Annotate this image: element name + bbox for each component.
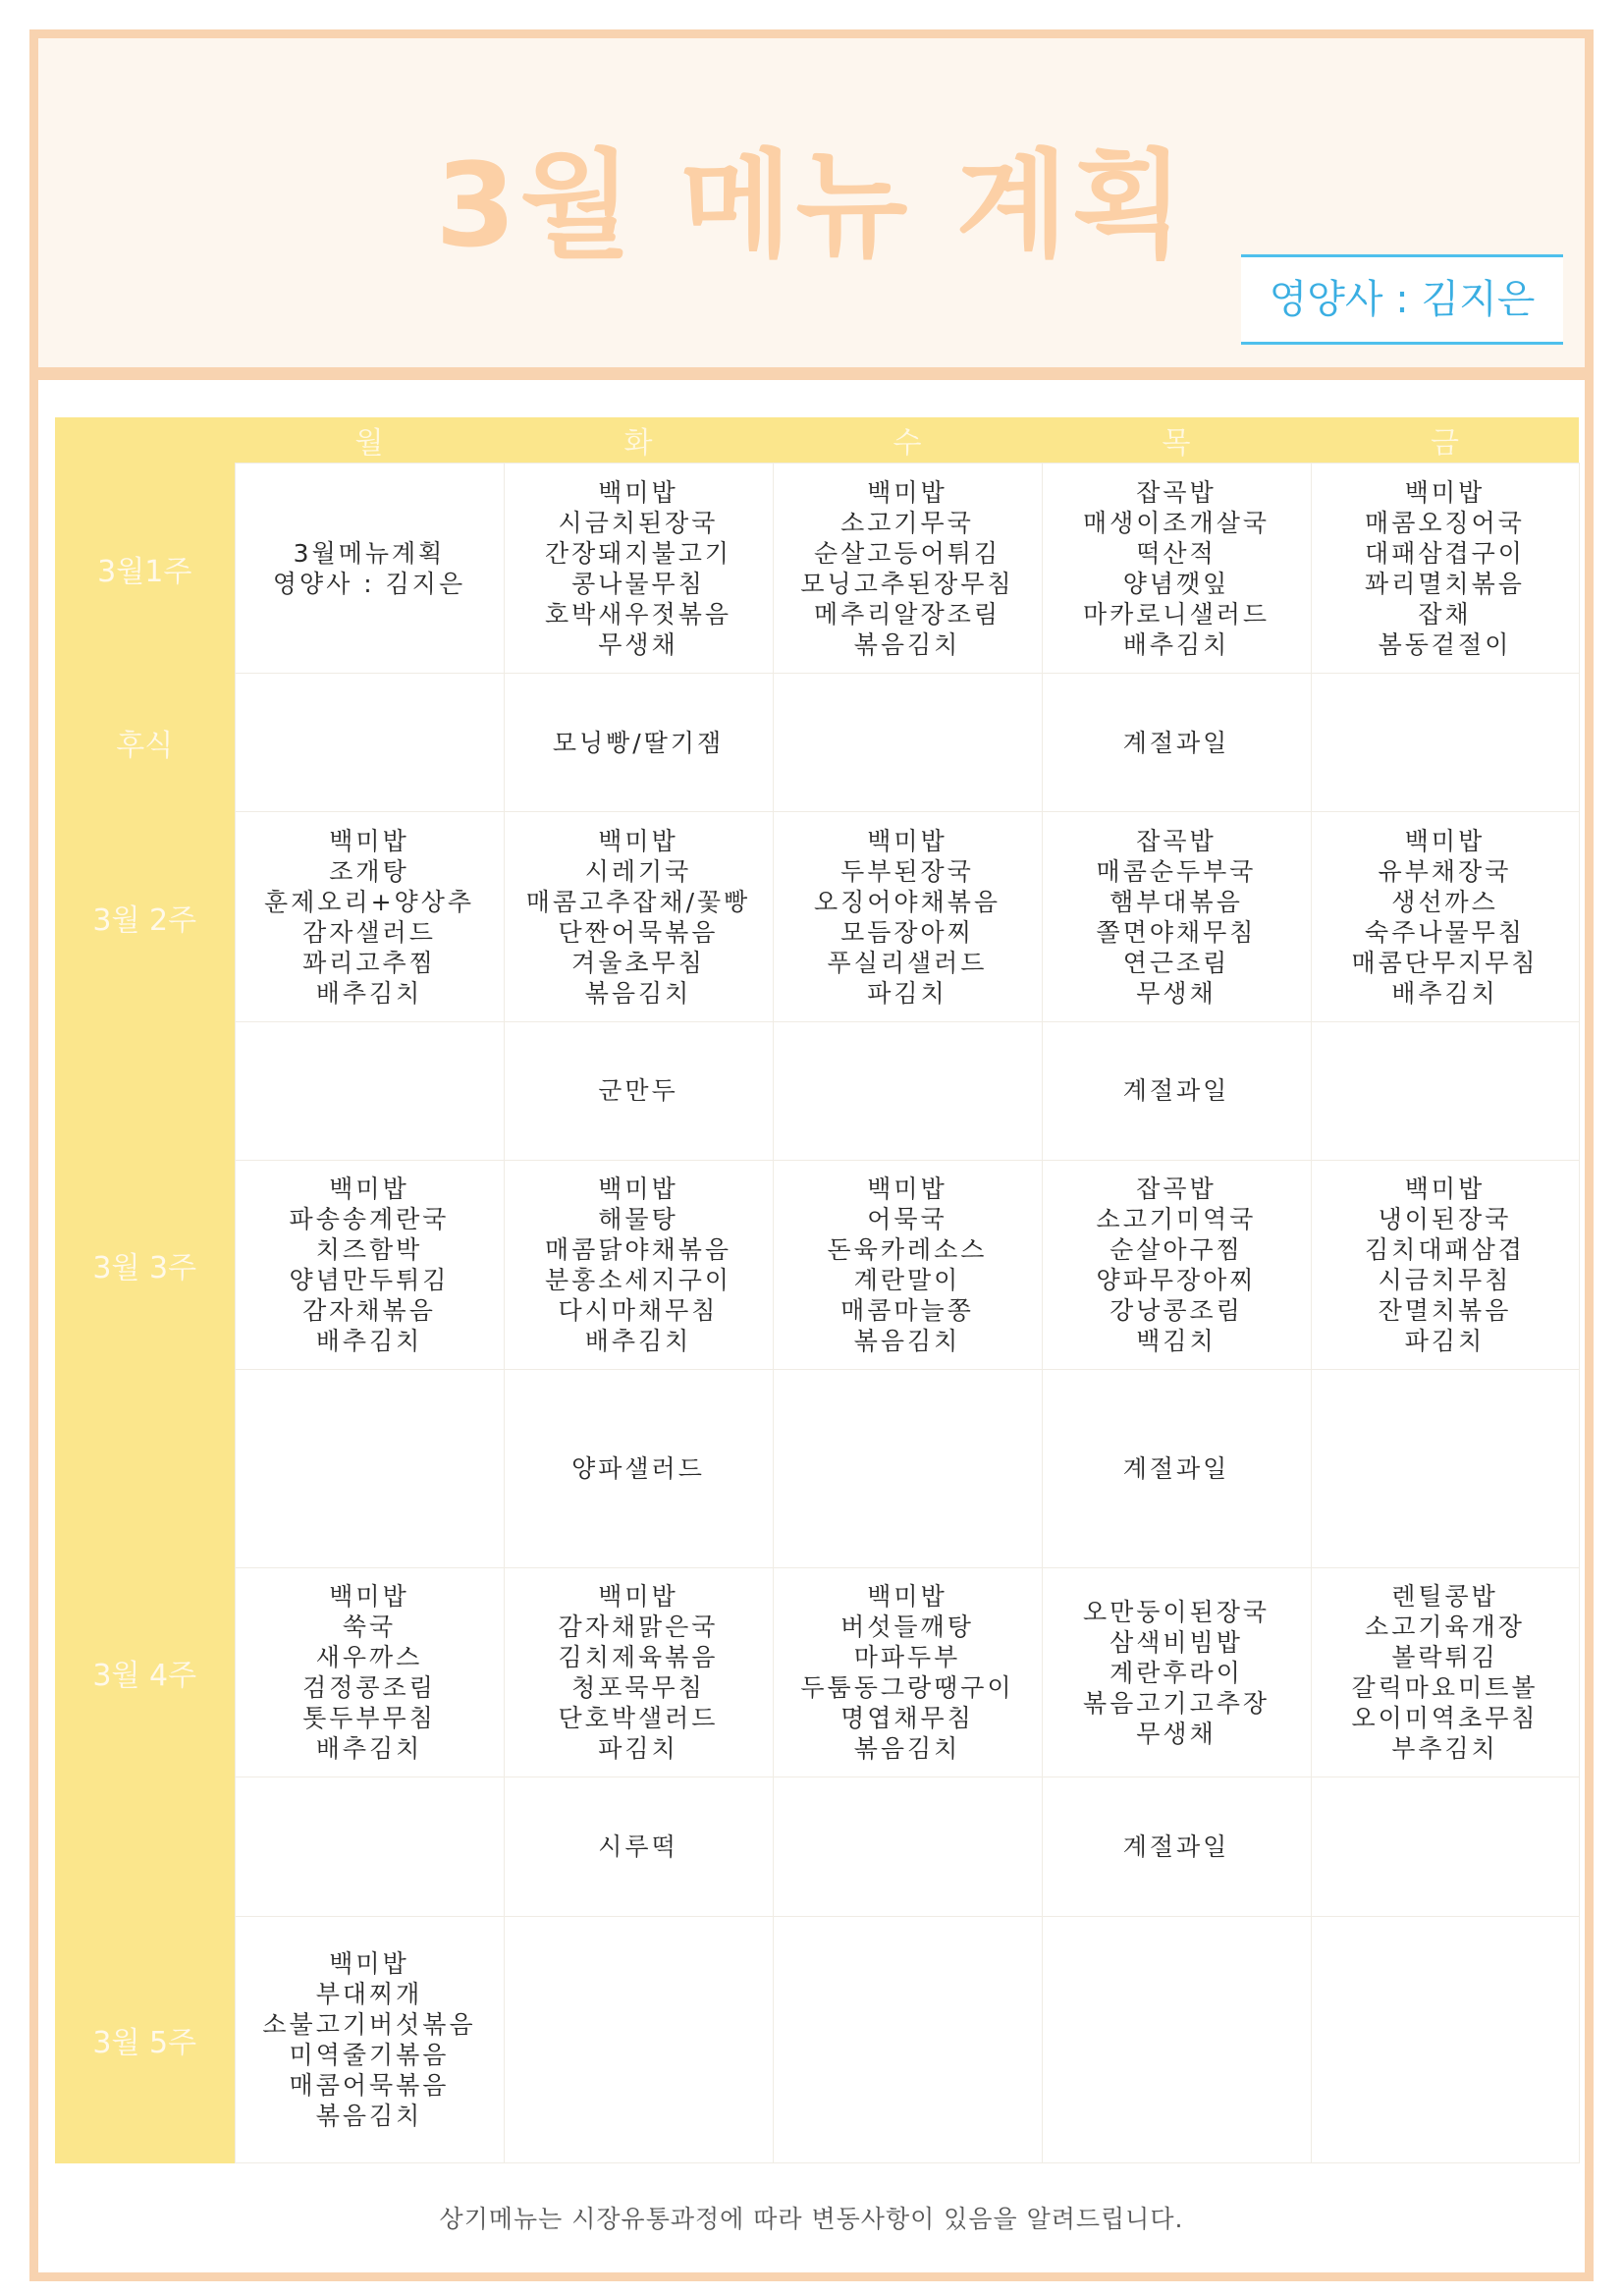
- menu-item: 호박새우젓볶음: [544, 599, 732, 629]
- menu-cell: [1311, 464, 1579, 674]
- menu-item: 볶음김치: [853, 1734, 961, 1764]
- header-corner: [55, 417, 235, 464]
- row-label: [55, 1021, 235, 1160]
- menu-item: 순살아구찜: [1109, 1234, 1243, 1264]
- menu-item: 강낭콩조림: [1109, 1295, 1243, 1325]
- menu-item: 배추김치: [315, 1326, 423, 1355]
- menu-item: 계절과일: [1122, 1076, 1230, 1106]
- menu-item: 백미밥: [867, 1582, 947, 1612]
- menu-item: 푸실리샐러드: [827, 948, 988, 977]
- menu-cell: [1311, 1777, 1579, 1916]
- menu-item: 유부채장국: [1378, 856, 1512, 886]
- menu-cell: [1042, 674, 1311, 812]
- menu-item: 명엽채무침: [840, 1704, 974, 1733]
- menu-item: 돈육카레소스: [827, 1234, 988, 1264]
- menu-item: 백미밥: [1404, 1174, 1486, 1203]
- menu-item: 오만둥이된장국: [1082, 1597, 1271, 1626]
- menu-item: 대패삼겹구이: [1365, 538, 1525, 568]
- menu-item: 마파두부: [853, 1643, 961, 1672]
- menu-item: 미역줄기볶음: [289, 2040, 450, 2069]
- row-label: 3월 2주: [55, 812, 235, 1021]
- menu-cell: [1311, 1916, 1579, 2162]
- menu-item: 햄부대볶음: [1109, 887, 1243, 916]
- menu-cell: [504, 1370, 773, 1568]
- menu-item: 백김치: [1136, 1326, 1217, 1355]
- menu-cell: [773, 812, 1042, 1021]
- menu-cell: [1042, 1777, 1311, 1916]
- row-label: [55, 1777, 235, 1916]
- menu-item: 양념깻잎: [1122, 569, 1230, 598]
- menu-item: 어묵국: [867, 1204, 947, 1233]
- menu-item: 볶음김치: [853, 1326, 961, 1355]
- menu-cell: [235, 1160, 504, 1369]
- menu-item: 백미밥: [329, 1582, 409, 1612]
- menu-item: 매콤순두부국: [1096, 856, 1257, 886]
- day-header: 금: [1311, 417, 1579, 464]
- row-label: 3월1주: [55, 464, 235, 674]
- menu-item: 배추김치: [1122, 629, 1230, 659]
- menu-item: 감자채맑은국: [558, 1613, 719, 1642]
- menu-cell: [773, 1021, 1042, 1160]
- menu-item: 계란후라이: [1109, 1658, 1243, 1687]
- menu-item: 모듬장아찌: [840, 917, 974, 947]
- menu-item: 치즈함박: [315, 1234, 423, 1264]
- menu-cell: [235, 1568, 504, 1777]
- menu-cell: [504, 1777, 773, 1916]
- menu-item: 봄동겉절이: [1378, 629, 1512, 659]
- menu-item: 검정콩조림: [302, 1673, 436, 1703]
- day-header: 월: [235, 417, 504, 464]
- menu-cell: [773, 1777, 1042, 1916]
- menu-item: 매콤어묵볶음: [289, 2070, 450, 2100]
- menu-item: 마카로니샐러드: [1082, 599, 1271, 629]
- menu-item: 콩나물무침: [571, 569, 705, 598]
- menu-item: 영양사 : 김지은: [272, 569, 466, 598]
- menu-cell: [235, 1021, 504, 1160]
- menu-item: 잡곡밥: [1136, 1174, 1217, 1203]
- menu-item: 시루떡: [598, 1832, 678, 1862]
- menu-item: 볼락튀김: [1391, 1643, 1498, 1672]
- menu-cell: [1042, 1370, 1311, 1568]
- menu-item: 부대찌개: [315, 1979, 423, 2008]
- menu-cell: [1042, 1568, 1311, 1777]
- nutritionist-box: [1241, 254, 1563, 345]
- menu-item: 볶음김치: [584, 978, 692, 1008]
- menu-item: 단짠어묵볶음: [558, 917, 719, 947]
- menu-cell: [773, 674, 1042, 812]
- header-divider: [38, 367, 1585, 380]
- menu-cell: [1311, 812, 1579, 1021]
- row-label: 3월 3주: [55, 1160, 235, 1369]
- footer-note: 상기메뉴는 시장유통과정에 따라 변동사항이 있음을 알려드립니다.: [439, 2205, 1184, 2233]
- menu-cell: [504, 464, 773, 674]
- menu-item: 배추김치: [315, 978, 423, 1008]
- row-label: 후식: [55, 674, 235, 812]
- menu-item: 냉이된장국: [1378, 1204, 1512, 1233]
- dessert-row: [55, 674, 1579, 812]
- menu-item: 단호박샐러드: [558, 1704, 719, 1733]
- row-label: 3월 4주: [55, 1568, 235, 1777]
- menu-cell: [773, 1916, 1042, 2162]
- menu-item: 갈릭마요미트볼: [1351, 1673, 1539, 1703]
- menu-item: 양파무장아찌: [1096, 1265, 1257, 1294]
- menu-item: 쫄면야채무침: [1096, 917, 1257, 947]
- menu-item: 두툼동그랑땡구이: [800, 1673, 1014, 1703]
- menu-item: 조개탕: [329, 856, 409, 886]
- menu-item: 소고기무국: [840, 508, 974, 537]
- menu-item: 모닝빵/딸기잼: [552, 728, 725, 757]
- menu-item: 매생이조개살국: [1082, 508, 1271, 537]
- menu-cell: [504, 1916, 773, 2162]
- menu-item: 훈제오리+양상추: [264, 887, 474, 916]
- dessert-row: [55, 1370, 1579, 1568]
- menu-item: 매콤고추잡채/꽃빵: [525, 887, 751, 916]
- day-header: 목: [1042, 417, 1311, 464]
- menu-item: 잡곡밥: [1136, 826, 1217, 855]
- menu-item: 백미밥: [1404, 826, 1486, 855]
- menu-item: 배추김치: [584, 1326, 692, 1355]
- menu-cell: [235, 812, 504, 1021]
- menu-item: 잡채: [1418, 599, 1472, 629]
- menu-cell: [773, 1370, 1042, 1568]
- menu-item: 간장돼지불고기: [544, 538, 732, 568]
- menu-cell: [1042, 464, 1311, 674]
- menu-item: 매콤오징어국: [1365, 508, 1525, 537]
- menu-cell: [504, 674, 773, 812]
- menu-cell: [773, 1568, 1042, 1777]
- menu-cell: [1311, 1160, 1579, 1369]
- menu-item: 잡곡밥: [1136, 477, 1217, 507]
- menu-cell: [235, 674, 504, 812]
- menu-item: 배추김치: [315, 1734, 423, 1764]
- menu-item: 파김치: [598, 1734, 678, 1764]
- menu-item: 백미밥: [867, 1174, 947, 1203]
- menu-table: [55, 417, 1580, 2163]
- menu-cell: [504, 1160, 773, 1369]
- menu-item: 무생채: [598, 629, 678, 659]
- menu-item: 겨울초무침: [571, 948, 705, 977]
- menu-item: 소고기미역국: [1096, 1204, 1257, 1233]
- menu-cell: [1311, 1370, 1579, 1568]
- header-banner: [38, 38, 1585, 367]
- menu-item: 소불고기버섯볶음: [262, 2009, 476, 2039]
- menu-item: 군만두: [598, 1076, 678, 1106]
- menu-item: 연근조림: [1122, 948, 1230, 977]
- meal-row: [55, 1916, 1579, 2162]
- menu-item: 새우까스: [315, 1643, 423, 1672]
- menu-item: 꽈리고추찜: [302, 948, 436, 977]
- menu-item: 백미밥: [329, 826, 409, 855]
- menu-item: 백미밥: [867, 826, 947, 855]
- menu-cell: [235, 1370, 504, 1568]
- menu-item: 시금치된장국: [558, 508, 719, 537]
- menu-item: 잔멸치볶음: [1378, 1295, 1512, 1325]
- menu-cell: [504, 812, 773, 1021]
- menu-item: 분홍소세지구이: [544, 1265, 732, 1294]
- menu-item: 톳두부무침: [302, 1704, 436, 1733]
- menu-item: 시금치무침: [1378, 1265, 1512, 1294]
- menu-cell: [235, 1916, 504, 2162]
- menu-item: 무생채: [1136, 1719, 1217, 1748]
- day-header: 수: [773, 417, 1042, 464]
- menu-item: 무생채: [1136, 978, 1217, 1008]
- menu-item: 김치대패삼겹: [1365, 1234, 1525, 1264]
- menu-item: 순살고등어튀김: [813, 538, 1001, 568]
- menu-item: 계절과일: [1122, 1832, 1230, 1862]
- menu-item: 삼색비빔밥: [1109, 1627, 1243, 1657]
- menu-cell: [504, 1021, 773, 1160]
- menu-item: 숙주나물무침: [1365, 917, 1525, 947]
- menu-item: 렌틸콩밥: [1391, 1582, 1498, 1612]
- menu-item: 볶음고기고추장: [1082, 1688, 1271, 1718]
- menu-cell: [1311, 1021, 1579, 1160]
- menu-item: 감자채볶음: [302, 1295, 436, 1325]
- menu-cell: [1042, 812, 1311, 1021]
- menu-item: 두부된장국: [840, 856, 974, 886]
- menu-cell: [1042, 1160, 1311, 1369]
- menu-item: 부추김치: [1391, 1734, 1498, 1764]
- menu-item: 배추김치: [1391, 978, 1498, 1008]
- meal-row: [55, 1160, 1579, 1369]
- menu-item: 쑥국: [342, 1613, 397, 1642]
- dessert-row: [55, 1777, 1579, 1916]
- menu-item: 백미밥: [598, 1174, 678, 1203]
- menu-item: 생선까스: [1391, 887, 1498, 916]
- menu-cell: [235, 1777, 504, 1916]
- page-title: 3월 메뉴 계획: [435, 137, 1188, 273]
- menu-item: 모닝고추된장무침: [800, 569, 1014, 598]
- menu-cell: [1042, 1021, 1311, 1160]
- menu-cell: [235, 464, 504, 674]
- dessert-row: [55, 1021, 1579, 1160]
- menu-item: 파김치: [1404, 1326, 1486, 1355]
- menu-item: 백미밥: [329, 1174, 409, 1203]
- nutritionist-label: 영양사 : 김지은: [1269, 277, 1536, 322]
- menu-item: 떡산적: [1136, 538, 1217, 568]
- menu-item: 오이미역초무침: [1351, 1704, 1539, 1733]
- menu-item: 볶음김치: [853, 629, 961, 659]
- menu-item: 양파샐러드: [571, 1454, 705, 1484]
- day-header-row: [55, 417, 1579, 464]
- row-label: 3월 5주: [55, 1916, 235, 2162]
- menu-item: 버섯들깨탕: [840, 1613, 974, 1642]
- menu-item: 소고기육개장: [1365, 1613, 1525, 1642]
- menu-item: 감자샐러드: [302, 917, 436, 947]
- menu-cell: [1311, 674, 1579, 812]
- menu-item: 백미밥: [1404, 477, 1486, 507]
- menu-cell: [773, 464, 1042, 674]
- menu-item: 청포묵무침: [571, 1673, 705, 1703]
- menu-item: 꽈리멸치볶음: [1365, 569, 1525, 598]
- menu-item: 오징어야채볶음: [813, 887, 1001, 916]
- menu-item: 매콤마늘쫑: [840, 1295, 974, 1325]
- menu-item: 계란말이: [853, 1265, 961, 1294]
- menu-item: 김치제육볶음: [558, 1643, 719, 1672]
- menu-item: 다시마채무침: [558, 1295, 719, 1325]
- menu-item: 백미밥: [867, 477, 947, 507]
- meal-row: [55, 464, 1579, 674]
- menu-item: 매콤닭야채볶음: [544, 1234, 732, 1264]
- menu-item: 해물탕: [598, 1204, 678, 1233]
- menu-item: 계절과일: [1122, 728, 1230, 757]
- menu-item: 매콤단무지무침: [1351, 948, 1539, 977]
- menu-item: 백미밥: [329, 1948, 409, 1978]
- row-label: [55, 1370, 235, 1568]
- menu-cell: [1311, 1568, 1579, 1777]
- menu-item: 파김치: [867, 978, 947, 1008]
- menu-item: 시레기국: [584, 856, 692, 886]
- menu-item: 백미밥: [598, 826, 678, 855]
- menu-item: 백미밥: [598, 1582, 678, 1612]
- meal-row: [55, 1568, 1579, 1777]
- menu-item: 파송송계란국: [289, 1204, 450, 1233]
- menu-item: 계절과일: [1122, 1454, 1230, 1484]
- menu-item: 볶음김치: [315, 2101, 423, 2130]
- menu-item: 3월메뉴계획: [293, 538, 446, 568]
- menu-cell: [504, 1568, 773, 1777]
- menu-cell: [1042, 1916, 1311, 2162]
- menu-item: 메추리알장조림: [813, 599, 1001, 629]
- menu-item: 백미밥: [598, 477, 678, 507]
- menu-item: 양념만두튀김: [289, 1265, 450, 1294]
- menu-cell: [773, 1160, 1042, 1369]
- meal-row: [55, 812, 1579, 1021]
- day-header: 화: [504, 417, 773, 464]
